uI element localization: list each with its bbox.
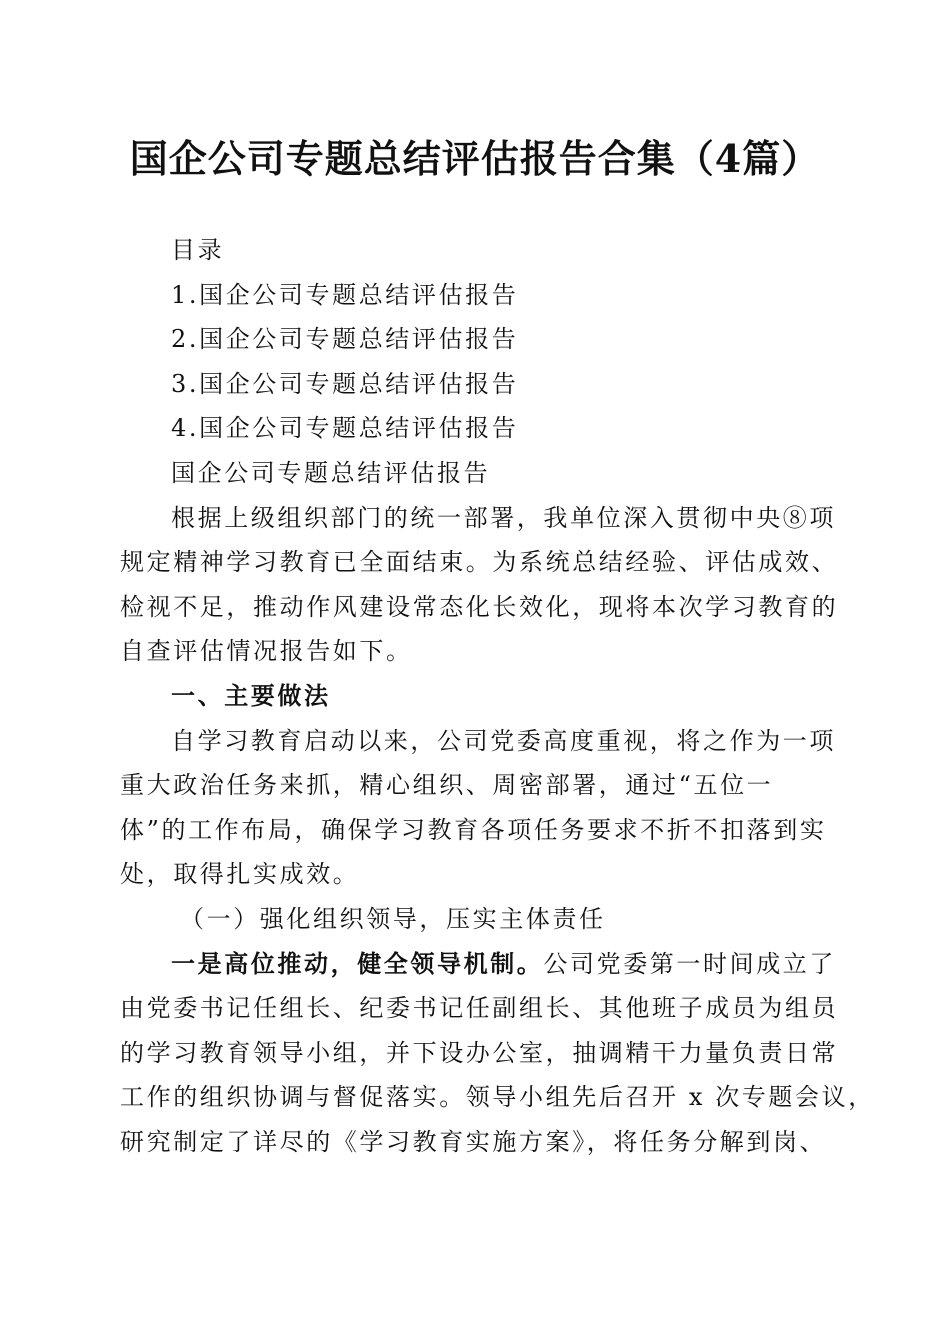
section-title: 国企公司专题总结评估报告 [171,458,491,487]
toc-item: 2.国企公司专题总结评估报告 [171,325,519,354]
para-line: 研究制定了详尽的《学习教育实施方案》，将任务分解到岗、 [120,1127,827,1156]
para-line: 的学习教育领导小组，并下设办公室，抽调精干力量负责日常 [120,1038,839,1067]
intro-line: 根据上级组织部门的统一部署，我单位深入贯彻中央⑧项 [171,503,836,532]
subheading-organization: （一）强化组织领导，压实主体责任 [180,904,606,933]
para-line: 重大政治任务来抓，精心组织、周密部署，通过“五位一 [120,771,774,800]
document-title: 国企公司专题总结评估报告合集（4篇） [129,136,821,181]
para-line: 处，取得扎实成效。 [120,860,360,889]
document-body [120,228,875,1164]
para-lead: 一是高位推动，健全领导机制。 [171,948,544,978]
heading-main-practices: 一、主要做法 [171,680,331,710]
toc-item: 3.国企公司专题总结评估报告 [171,369,519,398]
para-line: 体”的工作布局，确保学习教育各项任务要求不折不扣落到实 [120,815,827,844]
para-line [120,942,837,987]
intro-line: 检视不足，推动作风建设常态化长效化，现将本次学习教育的 [120,592,839,621]
para-line: 自学习教育启动以来，公司党委高度重视，将之作为一项 [171,726,836,755]
para-line: 工作的组织协调与督促落实。领导小组先后召开 x 次专题会议， [120,1083,875,1112]
para-lead-rest: 公司党委第一时间成立了 [543,949,837,978]
toc-item: 4.国企公司专题总结评估报告 [171,414,519,443]
intro-line: 规定精神学习教育已全面结束。为系统总结经验、评估成效、 [120,548,839,577]
intro-line: 自查评估情况报告如下。 [120,637,413,666]
para-line: 由党委书记任组长、纪委书记任副组长、其他班子成员为组员 [120,994,839,1023]
toc-item: 1.国企公司专题总结评估报告 [171,280,519,309]
toc-heading: 目录 [171,236,225,264]
